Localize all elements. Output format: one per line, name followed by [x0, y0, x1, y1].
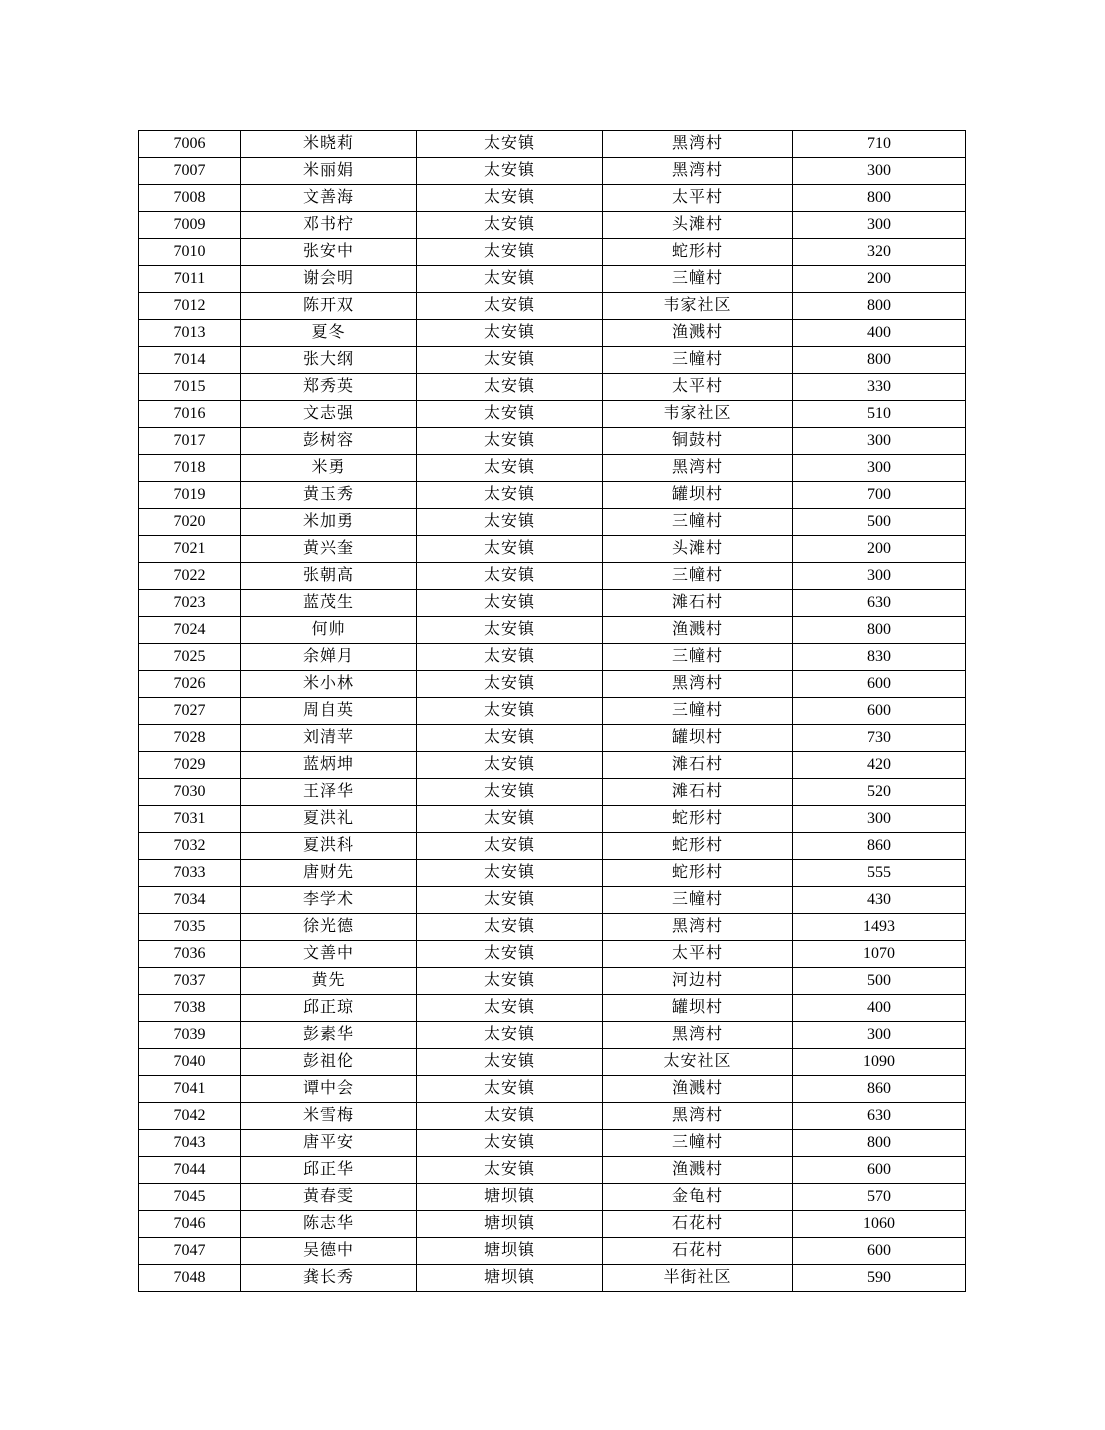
- cell-village: 太平村: [603, 185, 793, 212]
- cell-amount: 300: [793, 158, 966, 185]
- cell-name: 邱正华: [241, 1157, 417, 1184]
- cell-village: 蛇形村: [603, 806, 793, 833]
- cell-town: 太安镇: [417, 482, 603, 509]
- cell-town: 太安镇: [417, 752, 603, 779]
- cell-village: 蛇形村: [603, 860, 793, 887]
- cell-village: 滩石村: [603, 752, 793, 779]
- cell-amount: 710: [793, 131, 966, 158]
- cell-name: 陈志华: [241, 1211, 417, 1238]
- cell-id: 7020: [139, 509, 241, 536]
- cell-amount: 1070: [793, 941, 966, 968]
- cell-id: 7048: [139, 1265, 241, 1292]
- table-row: [139, 1157, 966, 1184]
- cell-name: 文善海: [241, 185, 417, 212]
- cell-name: 邓书柠: [241, 212, 417, 239]
- cell-id: 7046: [139, 1211, 241, 1238]
- cell-name: 米晓莉: [241, 131, 417, 158]
- cell-village: 黑湾村: [603, 671, 793, 698]
- cell-amount: 600: [793, 1238, 966, 1265]
- table-row: [139, 212, 966, 239]
- cell-town: 太安镇: [417, 509, 603, 536]
- cell-town: 太安镇: [417, 1076, 603, 1103]
- cell-name: 唐财先: [241, 860, 417, 887]
- cell-village: 太平村: [603, 941, 793, 968]
- cell-town: 太安镇: [417, 968, 603, 995]
- cell-town: 太安镇: [417, 212, 603, 239]
- cell-name: 夏洪科: [241, 833, 417, 860]
- cell-id: 7006: [139, 131, 241, 158]
- table-row: [139, 347, 966, 374]
- cell-name: 谭中会: [241, 1076, 417, 1103]
- cell-name: 张安中: [241, 239, 417, 266]
- table-row: [139, 671, 966, 698]
- cell-amount: 700: [793, 482, 966, 509]
- table-row: [139, 428, 966, 455]
- cell-id: 7026: [139, 671, 241, 698]
- cell-village: 黑湾村: [603, 914, 793, 941]
- cell-name: 彭素华: [241, 1022, 417, 1049]
- cell-name: 龚长秀: [241, 1265, 417, 1292]
- cell-village: 韦家社区: [603, 293, 793, 320]
- cell-name: 谢会明: [241, 266, 417, 293]
- cell-town: 太安镇: [417, 671, 603, 698]
- cell-village: 罐坝村: [603, 725, 793, 752]
- cell-town: 太安镇: [417, 185, 603, 212]
- cell-name: 徐光德: [241, 914, 417, 941]
- cell-name: 黄兴奎: [241, 536, 417, 563]
- cell-amount: 510: [793, 401, 966, 428]
- cell-id: 7043: [139, 1130, 241, 1157]
- cell-id: 7041: [139, 1076, 241, 1103]
- table-row: [139, 185, 966, 212]
- cell-village: 太平村: [603, 374, 793, 401]
- cell-amount: 300: [793, 455, 966, 482]
- table-row: [139, 536, 966, 563]
- cell-amount: 800: [793, 617, 966, 644]
- cell-amount: 630: [793, 1103, 966, 1130]
- table-row: [139, 779, 966, 806]
- cell-amount: 600: [793, 698, 966, 725]
- cell-id: 7016: [139, 401, 241, 428]
- cell-name: 张大纲: [241, 347, 417, 374]
- cell-id: 7039: [139, 1022, 241, 1049]
- cell-village: 三幢村: [603, 266, 793, 293]
- cell-town: 太安镇: [417, 617, 603, 644]
- table-row: [139, 509, 966, 536]
- cell-town: 太安镇: [417, 914, 603, 941]
- cell-village: 滩石村: [603, 779, 793, 806]
- cell-id: 7040: [139, 1049, 241, 1076]
- cell-name: 黄玉秀: [241, 482, 417, 509]
- cell-id: 7023: [139, 590, 241, 617]
- cell-town: 太安镇: [417, 1049, 603, 1076]
- cell-town: 太安镇: [417, 320, 603, 347]
- cell-name: 黄先: [241, 968, 417, 995]
- cell-town: 太安镇: [417, 1130, 603, 1157]
- cell-village: 三幢村: [603, 1130, 793, 1157]
- cell-id: 7025: [139, 644, 241, 671]
- cell-village: 蛇形村: [603, 833, 793, 860]
- cell-village: 渔溅村: [603, 617, 793, 644]
- cell-amount: 430: [793, 887, 966, 914]
- cell-id: 7009: [139, 212, 241, 239]
- cell-village: 三幢村: [603, 563, 793, 590]
- cell-town: 太安镇: [417, 1157, 603, 1184]
- cell-amount: 400: [793, 320, 966, 347]
- cell-id: 7038: [139, 995, 241, 1022]
- cell-village: 金龟村: [603, 1184, 793, 1211]
- cell-name: 周自英: [241, 698, 417, 725]
- table-row: [139, 1184, 966, 1211]
- cell-amount: 300: [793, 563, 966, 590]
- cell-village: 渔溅村: [603, 1157, 793, 1184]
- cell-amount: 1060: [793, 1211, 966, 1238]
- cell-town: 塘坝镇: [417, 1265, 603, 1292]
- cell-town: 塘坝镇: [417, 1238, 603, 1265]
- cell-id: 7008: [139, 185, 241, 212]
- cell-village: 韦家社区: [603, 401, 793, 428]
- cell-town: 太安镇: [417, 995, 603, 1022]
- cell-village: 黑湾村: [603, 455, 793, 482]
- cell-name: 蓝炳坤: [241, 752, 417, 779]
- records-table: [138, 130, 966, 1292]
- cell-name: 黄春雯: [241, 1184, 417, 1211]
- cell-town: 太安镇: [417, 158, 603, 185]
- cell-village: 石花村: [603, 1211, 793, 1238]
- cell-town: 太安镇: [417, 1022, 603, 1049]
- cell-town: 太安镇: [417, 887, 603, 914]
- cell-village: 黑湾村: [603, 1022, 793, 1049]
- table-row: [139, 158, 966, 185]
- cell-town: 太安镇: [417, 833, 603, 860]
- cell-amount: 800: [793, 1130, 966, 1157]
- cell-amount: 830: [793, 644, 966, 671]
- cell-name: 米勇: [241, 455, 417, 482]
- table-row: [139, 266, 966, 293]
- cell-name: 何帅: [241, 617, 417, 644]
- table-row: [139, 1103, 966, 1130]
- cell-amount: 800: [793, 185, 966, 212]
- cell-id: 7021: [139, 536, 241, 563]
- cell-village: 半街社区: [603, 1265, 793, 1292]
- table-row: [139, 968, 966, 995]
- cell-id: 7033: [139, 860, 241, 887]
- table-row: [139, 806, 966, 833]
- table-body: [139, 131, 966, 1292]
- cell-village: 三幢村: [603, 509, 793, 536]
- cell-amount: 800: [793, 293, 966, 320]
- cell-town: 太安镇: [417, 347, 603, 374]
- cell-village: 河边村: [603, 968, 793, 995]
- cell-id: 7011: [139, 266, 241, 293]
- cell-id: 7042: [139, 1103, 241, 1130]
- table-row: [139, 617, 966, 644]
- cell-amount: 400: [793, 995, 966, 1022]
- cell-amount: 300: [793, 806, 966, 833]
- cell-village: 三幢村: [603, 347, 793, 374]
- cell-name: 余婵月: [241, 644, 417, 671]
- cell-village: 三幢村: [603, 698, 793, 725]
- cell-town: 太安镇: [417, 455, 603, 482]
- cell-village: 三幢村: [603, 887, 793, 914]
- cell-name: 吴德中: [241, 1238, 417, 1265]
- cell-town: 太安镇: [417, 725, 603, 752]
- table-row: [139, 752, 966, 779]
- table-row: [139, 374, 966, 401]
- cell-name: 唐平安: [241, 1130, 417, 1157]
- cell-town: 太安镇: [417, 428, 603, 455]
- table-row: [139, 401, 966, 428]
- cell-id: 7034: [139, 887, 241, 914]
- cell-id: 7047: [139, 1238, 241, 1265]
- cell-name: 彭祖伦: [241, 1049, 417, 1076]
- cell-town: 塘坝镇: [417, 1211, 603, 1238]
- cell-amount: 570: [793, 1184, 966, 1211]
- table-row: [139, 1211, 966, 1238]
- table-row: [139, 941, 966, 968]
- cell-id: 7045: [139, 1184, 241, 1211]
- cell-village: 太安社区: [603, 1049, 793, 1076]
- cell-village: 罐坝村: [603, 995, 793, 1022]
- cell-amount: 330: [793, 374, 966, 401]
- cell-town: 太安镇: [417, 590, 603, 617]
- cell-id: 7032: [139, 833, 241, 860]
- table-row: [139, 644, 966, 671]
- cell-village: 渔溅村: [603, 320, 793, 347]
- cell-id: 7018: [139, 455, 241, 482]
- table-row: [139, 1076, 966, 1103]
- table-row: [139, 1022, 966, 1049]
- cell-name: 米雪梅: [241, 1103, 417, 1130]
- cell-amount: 600: [793, 1157, 966, 1184]
- cell-amount: 200: [793, 266, 966, 293]
- table-row: [139, 482, 966, 509]
- cell-id: 7024: [139, 617, 241, 644]
- table-row: [139, 887, 966, 914]
- cell-id: 7019: [139, 482, 241, 509]
- cell-id: 7015: [139, 374, 241, 401]
- cell-town: 太安镇: [417, 239, 603, 266]
- cell-name: 刘清苹: [241, 725, 417, 752]
- cell-town: 太安镇: [417, 131, 603, 158]
- cell-id: 7022: [139, 563, 241, 590]
- cell-town: 太安镇: [417, 860, 603, 887]
- cell-town: 太安镇: [417, 374, 603, 401]
- cell-id: 7031: [139, 806, 241, 833]
- cell-village: 石花村: [603, 1238, 793, 1265]
- cell-amount: 500: [793, 509, 966, 536]
- table-row: [139, 725, 966, 752]
- cell-id: 7010: [139, 239, 241, 266]
- cell-village: 罐坝村: [603, 482, 793, 509]
- cell-town: 太安镇: [417, 1103, 603, 1130]
- cell-amount: 300: [793, 428, 966, 455]
- cell-village: 渔溅村: [603, 1076, 793, 1103]
- cell-amount: 860: [793, 1076, 966, 1103]
- cell-amount: 860: [793, 833, 966, 860]
- cell-id: 7028: [139, 725, 241, 752]
- cell-name: 夏洪礼: [241, 806, 417, 833]
- cell-id: 7007: [139, 158, 241, 185]
- cell-village: 三幢村: [603, 644, 793, 671]
- table-row: [139, 320, 966, 347]
- cell-town: 太安镇: [417, 941, 603, 968]
- cell-town: 太安镇: [417, 401, 603, 428]
- cell-amount: 300: [793, 1022, 966, 1049]
- cell-name: 郑秀英: [241, 374, 417, 401]
- cell-name: 李学术: [241, 887, 417, 914]
- cell-town: 太安镇: [417, 293, 603, 320]
- cell-town: 塘坝镇: [417, 1184, 603, 1211]
- cell-id: 7017: [139, 428, 241, 455]
- table-row: [139, 1265, 966, 1292]
- cell-town: 太安镇: [417, 644, 603, 671]
- table-row: [139, 239, 966, 266]
- table-row: [139, 455, 966, 482]
- cell-id: 7029: [139, 752, 241, 779]
- cell-amount: 520: [793, 779, 966, 806]
- cell-amount: 1493: [793, 914, 966, 941]
- cell-id: 7044: [139, 1157, 241, 1184]
- cell-town: 太安镇: [417, 563, 603, 590]
- cell-id: 7014: [139, 347, 241, 374]
- table-row: [139, 1238, 966, 1265]
- table-row: [139, 131, 966, 158]
- cell-amount: 300: [793, 212, 966, 239]
- table-row: [139, 698, 966, 725]
- cell-name: 米小林: [241, 671, 417, 698]
- cell-id: 7036: [139, 941, 241, 968]
- cell-village: 蛇形村: [603, 239, 793, 266]
- cell-village: 黑湾村: [603, 158, 793, 185]
- cell-town: 太安镇: [417, 266, 603, 293]
- cell-name: 米加勇: [241, 509, 417, 536]
- cell-amount: 730: [793, 725, 966, 752]
- cell-village: 铜鼓村: [603, 428, 793, 455]
- cell-town: 太安镇: [417, 806, 603, 833]
- cell-village: 头滩村: [603, 212, 793, 239]
- cell-amount: 1090: [793, 1049, 966, 1076]
- cell-town: 太安镇: [417, 536, 603, 563]
- cell-id: 7013: [139, 320, 241, 347]
- cell-name: 张朝高: [241, 563, 417, 590]
- cell-amount: 590: [793, 1265, 966, 1292]
- cell-id: 7035: [139, 914, 241, 941]
- cell-amount: 200: [793, 536, 966, 563]
- cell-name: 彭树容: [241, 428, 417, 455]
- table-row: [139, 1130, 966, 1157]
- table-row: [139, 1049, 966, 1076]
- table-row: [139, 833, 966, 860]
- cell-amount: 630: [793, 590, 966, 617]
- table-row: [139, 590, 966, 617]
- cell-id: 7030: [139, 779, 241, 806]
- cell-village: 滩石村: [603, 590, 793, 617]
- cell-name: 陈开双: [241, 293, 417, 320]
- cell-id: 7027: [139, 698, 241, 725]
- cell-village: 黑湾村: [603, 1103, 793, 1130]
- cell-name: 邱正琼: [241, 995, 417, 1022]
- cell-name: 夏冬: [241, 320, 417, 347]
- cell-village: 头滩村: [603, 536, 793, 563]
- table-row: [139, 293, 966, 320]
- cell-amount: 420: [793, 752, 966, 779]
- cell-amount: 600: [793, 671, 966, 698]
- cell-name: 米丽娟: [241, 158, 417, 185]
- cell-town: 太安镇: [417, 698, 603, 725]
- cell-amount: 500: [793, 968, 966, 995]
- cell-amount: 800: [793, 347, 966, 374]
- cell-amount: 320: [793, 239, 966, 266]
- table-row: [139, 563, 966, 590]
- cell-name: 文志强: [241, 401, 417, 428]
- cell-town: 太安镇: [417, 779, 603, 806]
- cell-amount: 555: [793, 860, 966, 887]
- table-row: [139, 995, 966, 1022]
- cell-name: 王泽华: [241, 779, 417, 806]
- table-row: [139, 860, 966, 887]
- cell-name: 文善中: [241, 941, 417, 968]
- table-row: [139, 914, 966, 941]
- cell-id: 7037: [139, 968, 241, 995]
- cell-name: 蓝茂生: [241, 590, 417, 617]
- cell-village: 黑湾村: [603, 131, 793, 158]
- cell-id: 7012: [139, 293, 241, 320]
